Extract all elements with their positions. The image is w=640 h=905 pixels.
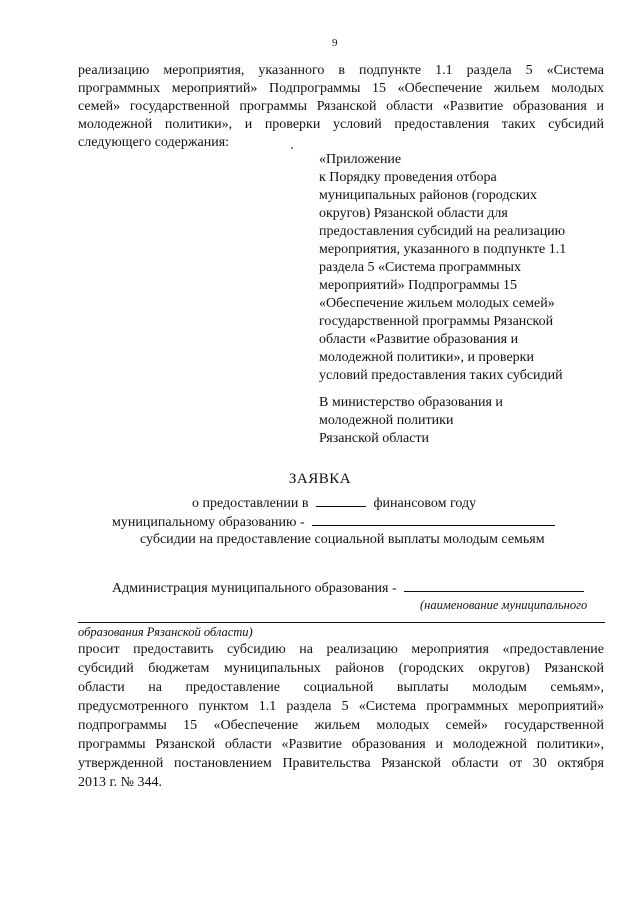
body-line-4: предусмотренного пунктом 1.1 раздела 5 «Система программных мероприятий» <box>78 699 604 714</box>
year-label-before: о предоставлении в <box>192 496 309 511</box>
intro-line-4: молодежной политики», и проверки условий предоставления таких субсидий <box>78 117 604 132</box>
appendix-line: раздела 5 «Система программных <box>319 260 521 275</box>
municipality-line <box>112 512 555 532</box>
administration-line <box>112 578 584 598</box>
appendix-line: мероприятия, указанного в подпункте 1.1 <box>319 242 567 257</box>
addressee-line: Рязанской области <box>319 431 430 446</box>
appendix-line: молодежной политики», и проверки <box>319 350 534 365</box>
application-title: ЗАЯВКА <box>288 471 352 487</box>
appendix-line: к Порядку проведения отбора <box>319 170 497 185</box>
body-line-1: просит предоставить субсидию на реализацию мероприятия «предоставление <box>78 642 604 657</box>
year-blank <box>316 493 366 507</box>
municipality-blank <box>312 512 555 526</box>
appendix-line: «Приложение <box>319 152 402 167</box>
intro-line-5: следующего содержания: <box>78 135 230 150</box>
body-line-7: утвержденной постановлением Правительства Рязанской области от 30 октября <box>78 756 604 771</box>
appendix-line: округов) Рязанской области для <box>319 206 508 221</box>
application-year-line <box>192 493 476 513</box>
body-line-5: подпрограммы 15 «Обеспечение жильем молодых семей» государственной <box>78 718 604 733</box>
administration-blank <box>404 578 584 592</box>
appendix-line: муниципальных районов (городских <box>319 188 538 203</box>
addressee-line: молодежной политики <box>319 413 454 428</box>
appendix-line: мероприятий» Подпрограммы 15 <box>319 278 518 293</box>
administration-hint: (наименование муниципального <box>420 598 588 612</box>
body-line-2: субсидий бюджетам муниципальных районов (городских округов) Рязанской <box>78 661 604 676</box>
body-line-6: программы Рязанской области «Развитие образования и молодежной политики», <box>78 737 604 752</box>
appendix-line: предоставления субсидий на реализацию <box>319 224 566 239</box>
intro-line-2: программных мероприятий» Подпрограммы 15 «Обеспечение жильем молодых <box>78 81 604 96</box>
addressee-line: В министерство образования и <box>319 395 503 410</box>
body-line-8: 2013 г. № 344. <box>78 775 163 790</box>
year-label-after: финансовом году <box>373 496 477 511</box>
page-number: 9 <box>332 37 338 49</box>
intro-line-3: семей» государственной программы Рязанской области «Развитие образования и <box>78 99 604 114</box>
appendix-line: «Обеспечение жильем молодых семей» <box>319 296 555 311</box>
scan-mark <box>291 147 293 149</box>
appendix-line: условий предоставления таких субсидий <box>319 368 563 383</box>
administration-hint-continued: образования Рязанской области) <box>78 625 253 639</box>
appendix-line: государственной программы Рязанской <box>319 314 554 329</box>
body-line-3: области на предоставление социальной выплаты молодым семьям», <box>78 680 604 695</box>
appendix-line: области «Развитие образования и <box>319 332 519 347</box>
municipality-label: муниципальному образованию - <box>112 515 305 530</box>
intro-line-1: реализацию мероприятия, указанного в подпункте 1.1 раздела 5 «Система <box>78 63 604 78</box>
subsidy-purpose-line: субсидии на предоставление социальной выплаты молодым семьям <box>140 532 545 547</box>
administration-label: Администрация муниципального образования - <box>112 581 397 596</box>
